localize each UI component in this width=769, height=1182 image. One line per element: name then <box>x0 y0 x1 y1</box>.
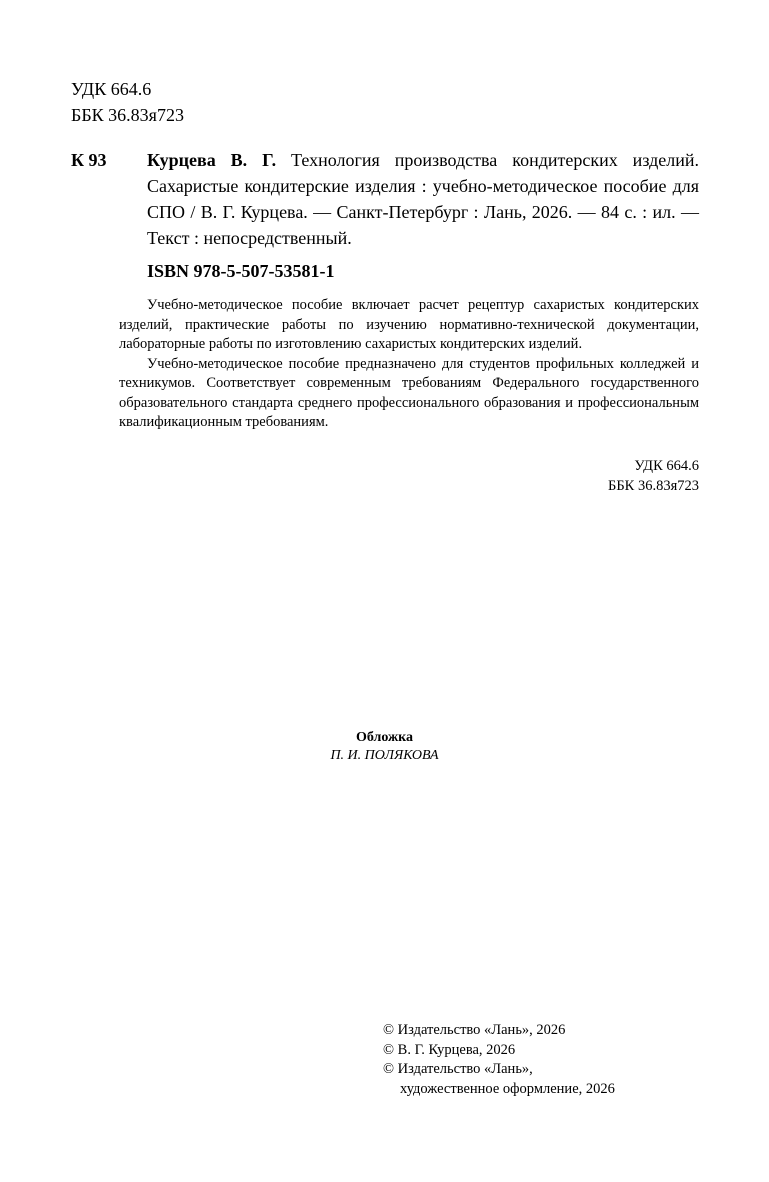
entry-description: Технология производства кондитерских изделий. Сахаристые кондитерские изделия : учебно-методическое пособие для СПО / В. Г. Курцева. — Санкт-Петербург : Лань, 2026. — 84 с. : ил. — Текст : непосредственный. <box>147 150 699 248</box>
entry-author: Курцева В. Г. <box>147 150 277 170</box>
udk-footer <box>608 457 699 496</box>
copyright-line: художественное оформление, 2026 <box>400 1080 615 1097</box>
udk-code: УДК 664.6 <box>71 79 152 99</box>
entry-body <box>147 147 699 251</box>
copyright-line: © Издательство «Лань», <box>383 1061 533 1077</box>
udk-header <box>71 76 184 128</box>
cover-designer: П. И. ПОЛЯКОВА <box>330 748 439 763</box>
bibliographic-entry <box>71 147 699 251</box>
copyright-block <box>383 1021 615 1099</box>
copyright-line: © Издательство «Лань», 2026 <box>383 1022 566 1038</box>
cover-credit <box>0 729 769 765</box>
cover-label: Обложка <box>355 730 414 745</box>
bbk-code: ББК 36.83я723 <box>71 105 184 125</box>
annotation-paragraph: Учебно-методическое пособие предназначено для студентов профильных колледжей и техникумов. Соответствует современным требованиям Федерального государственного образовательного стандарта среднего профессионального образования и профессиональным квалификационным требованиям. <box>119 355 699 430</box>
annotation <box>119 296 699 433</box>
copyright-line: © В. Г. Курцева, 2026 <box>383 1041 516 1058</box>
author-mark: К 93 <box>71 150 107 170</box>
udk-code: УДК 664.6 <box>634 458 699 474</box>
isbn: ISBN 978-5-507-53581-1 <box>147 261 335 281</box>
annotation-paragraph: Учебно-методическое пособие включает расчет рецептур сахаристых кондитерских изделий, практические работы по изучению нормативно-технической документации, лабораторные работы по изготовлению сахаристых кондитерских изделий. <box>119 297 699 352</box>
bbk-code: ББК 36.83я723 <box>608 477 699 494</box>
